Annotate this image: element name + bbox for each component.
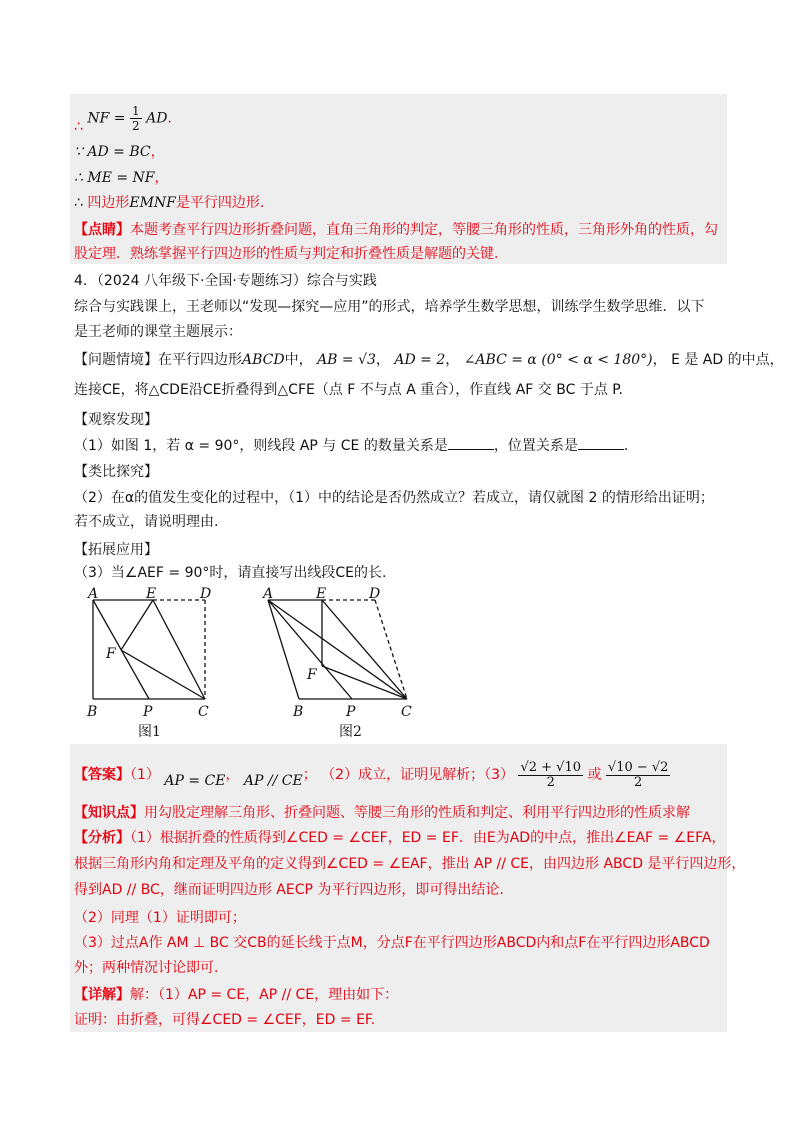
problem-header <box>74 271 377 291</box>
punct: ， <box>154 170 169 186</box>
fig2-label-c: C <box>401 704 412 720</box>
analysis-line-1 <box>74 828 725 848</box>
question-1 <box>74 435 628 456</box>
math-ap-eq-ce: AP = CE <box>164 773 226 789</box>
problem-header-text: 4．（2024 八年级下·全国·专题练习）综合与实践 <box>74 273 377 289</box>
proof-line-3 <box>74 168 169 188</box>
answer-part-1-label: （1） <box>130 767 160 783</box>
situation-line-1: 【问题情境】在平行四边形ABCD中， AB = √3， AD = 2， ∠ABC = α (0° < α < 180°)， E 是 AD 的中点， <box>74 352 784 368</box>
intro-text-2: 是王老师的课堂主题展示： <box>74 324 242 340</box>
question-3 <box>74 563 386 583</box>
comment-tag: 【点睛】 <box>74 222 130 238</box>
intro-text-1: 综合与实践课上，王老师以“发现—探究—应用”的形式，培养学生数学思想，训练学生数学思维．以下 <box>74 299 705 315</box>
q2-text-2: 若不成立，请说明理由. <box>74 514 219 530</box>
analysis-tag: 【分析】 <box>74 830 130 846</box>
figure-2 <box>255 586 425 746</box>
analysis-text-3: 得到AD // BC，继而证明四边形 AECP 为平行四边形，即可得出结论. <box>74 882 504 898</box>
analysis-line-3 <box>74 880 504 900</box>
math-abcd: ABCD <box>242 352 285 368</box>
math-ad-bc: ∵ AD = BC <box>74 144 151 160</box>
fig2-label-e: E <box>316 586 327 602</box>
fraction-2-denominator: 2 <box>634 774 643 790</box>
fig2-label-f: F <box>307 667 317 683</box>
comment-line-1 <box>74 220 718 240</box>
situation-text: 在平行四边形 <box>158 352 242 368</box>
fig2-seg-fc <box>322 666 407 699</box>
fig1-label-a: A <box>88 586 99 602</box>
fig2-label-b: B <box>293 704 304 720</box>
answer-fraction-1 <box>518 761 583 790</box>
fig1-label-d: D <box>200 586 212 602</box>
answer-blank-2[interactable] <box>578 435 624 450</box>
analog-tag-line <box>74 462 158 482</box>
fraction-2-numerator: √10 − √2 <box>607 759 669 775</box>
observe-tag-line <box>74 410 158 430</box>
punct: ； <box>302 767 317 783</box>
detail-line-1 <box>74 985 398 1005</box>
answer-or: 或 <box>587 767 602 783</box>
extend-tag: 【拓展应用】 <box>74 542 158 558</box>
situation-midpoint: E 是 AD 的中点， <box>671 352 784 368</box>
fig1-label-c: C <box>198 704 209 720</box>
math-angle-abc: ∠ABC = α (0° < α < 180°) <box>463 352 653 368</box>
analysis-line-6 <box>74 958 218 978</box>
analysis-text-1: （1）根据折叠的性质得到∠CED = ∠CEF，ED = EF．由E为AD的中点，推出∠EAF = ∠EFA， <box>130 830 726 846</box>
fig2-label-a: A <box>263 586 274 602</box>
proof-line-1 <box>74 104 172 133</box>
fig1-caption: 图1 <box>138 724 161 740</box>
fig1-label-p: P <box>143 704 153 720</box>
comment-text-2: 股定理．熟练掌握平行四边形的性质与判定和折叠性质是解题的关键. <box>74 246 499 262</box>
fig2-label-d: D <box>369 586 381 602</box>
knowledge-tag: 【知识点】 <box>74 805 144 821</box>
situation-line-2 <box>74 380 623 400</box>
therefore-symbol: ∴ <box>74 118 83 135</box>
fig2-caption: 图2 <box>339 724 362 740</box>
fraction-1-denominator: 2 <box>546 774 555 790</box>
math-ad-2: AD = 2 <box>394 352 446 368</box>
fig2-seg-ac <box>268 600 407 699</box>
math-ad: AD <box>146 110 168 127</box>
q1-text: （1）如图 1，若 α = 90°，则线段 AP 与 CE 的数量关系是 <box>74 438 448 454</box>
fig1-label-f: F <box>106 646 116 662</box>
fraction-numerator: 1 <box>131 104 140 118</box>
comment-line-2 <box>74 244 498 264</box>
answer-fraction-2 <box>606 761 671 790</box>
analysis-text-6: 外；两种情况讨论即可. <box>74 960 219 976</box>
detail-line-2 <box>74 1010 375 1030</box>
problem-intro-2 <box>74 322 242 342</box>
answer-blank-1[interactable] <box>448 435 494 450</box>
analysis-text-4: （2）同理（1）证明即可； <box>74 910 246 926</box>
analog-tag: 【类比探究】 <box>74 464 158 480</box>
proof-line-4 <box>74 193 264 213</box>
math-emnf: EMNF <box>129 195 176 211</box>
fraction-1-numerator: √2 + √10 <box>520 759 581 775</box>
punct: ， <box>150 144 165 160</box>
analysis-text-5: （3）过点A作 AM ⊥ BC 交CB的延长线于点M，分点F在平行四边形ABCD内和点F在平行四边形ABCD <box>74 935 710 951</box>
q3-text: （3）当∠AEF = 90°时，请直接写出线段CE的长. <box>74 565 387 581</box>
text-is-parallelogram: 是平行四边形. <box>175 195 265 211</box>
analysis-text-2: 根据三角形内角和定理及平角的定义得到∠CED = ∠EAF，推出 AP // CE，由四边形 ABCD 是平行四边形， <box>74 856 746 872</box>
answer-part-2-3: （2）成立，证明见解析；（3） <box>321 767 514 783</box>
situation-text-2: 中， <box>284 352 313 368</box>
answer-line <box>74 760 670 790</box>
detail-text-1: 解：（1）AP = CE，AP // CE，理由如下： <box>130 987 399 1003</box>
observe-tag: 【观察发现】 <box>74 412 158 428</box>
q2-text-1: （2）在α的值发生变化的过程中，（1）中的结论是否仍然成立？若成立，请仅就图 2 的情形给出证明； <box>74 490 714 506</box>
math-ap-parallel-ce: AP // CE <box>243 773 303 789</box>
knowledge-line <box>74 803 690 823</box>
fig1-seg-ef <box>121 600 153 650</box>
math-me-nf: ∴ ME = NF <box>74 170 155 186</box>
q1-end: . <box>623 438 629 454</box>
extend-tag-line <box>74 540 158 560</box>
figure-1 <box>80 586 230 746</box>
fig2-label-p: P <box>346 704 356 720</box>
knowledge-text: 用勾股定理解三角形、折叠问题、等腰三角形的性质和判定、利用平行四边形的性质求解 <box>144 805 690 821</box>
fig2-seg-dc <box>375 600 407 699</box>
analysis-line-5 <box>74 933 710 953</box>
question-2-line-1 <box>74 488 714 508</box>
punct: . <box>167 110 172 127</box>
math-nf: NF = <box>87 110 126 127</box>
problem-intro-1 <box>74 297 705 317</box>
text-quadrilateral: 四边形 <box>87 195 130 211</box>
punct: ， <box>225 767 240 783</box>
fig2-seg-ec <box>322 600 407 699</box>
therefore-symbol: ∴ <box>74 195 83 211</box>
analysis-line-2 <box>74 854 745 874</box>
fraction-denominator: 2 <box>131 119 140 133</box>
fig2-seg-ap <box>268 600 352 699</box>
situation-text-fold: 连接CE，将△CDE沿CE折叠得到△CFE（点 F 不与点 A 重合），作直线 AF 交 BC 于点 P. <box>74 382 624 398</box>
situation-tag: 【问题情境】 <box>74 352 158 368</box>
math-ab: AB = √3 <box>317 352 376 368</box>
proof-line-2 <box>74 142 165 162</box>
fig1-label-b: B <box>87 704 98 720</box>
answer-tag: 【答案】 <box>74 767 130 783</box>
q1-mid: ，位置关系是 <box>493 438 578 454</box>
comment-text-1: 本题考查平行四边形折叠问题，直角三角形的判定，等腰三角形的性质，三角形外角的性质，勾 <box>130 222 718 238</box>
detail-text-2: 证明：由折叠，可得∠CED = ∠CEF，ED = EF. <box>74 1012 376 1028</box>
fig1-label-e: E <box>146 586 157 602</box>
detail-tag: 【详解】 <box>74 987 130 1003</box>
analysis-line-4 <box>74 908 246 928</box>
fig2-seg-ab <box>268 600 299 699</box>
fraction-half <box>130 104 142 133</box>
question-2-line-2 <box>74 512 218 532</box>
